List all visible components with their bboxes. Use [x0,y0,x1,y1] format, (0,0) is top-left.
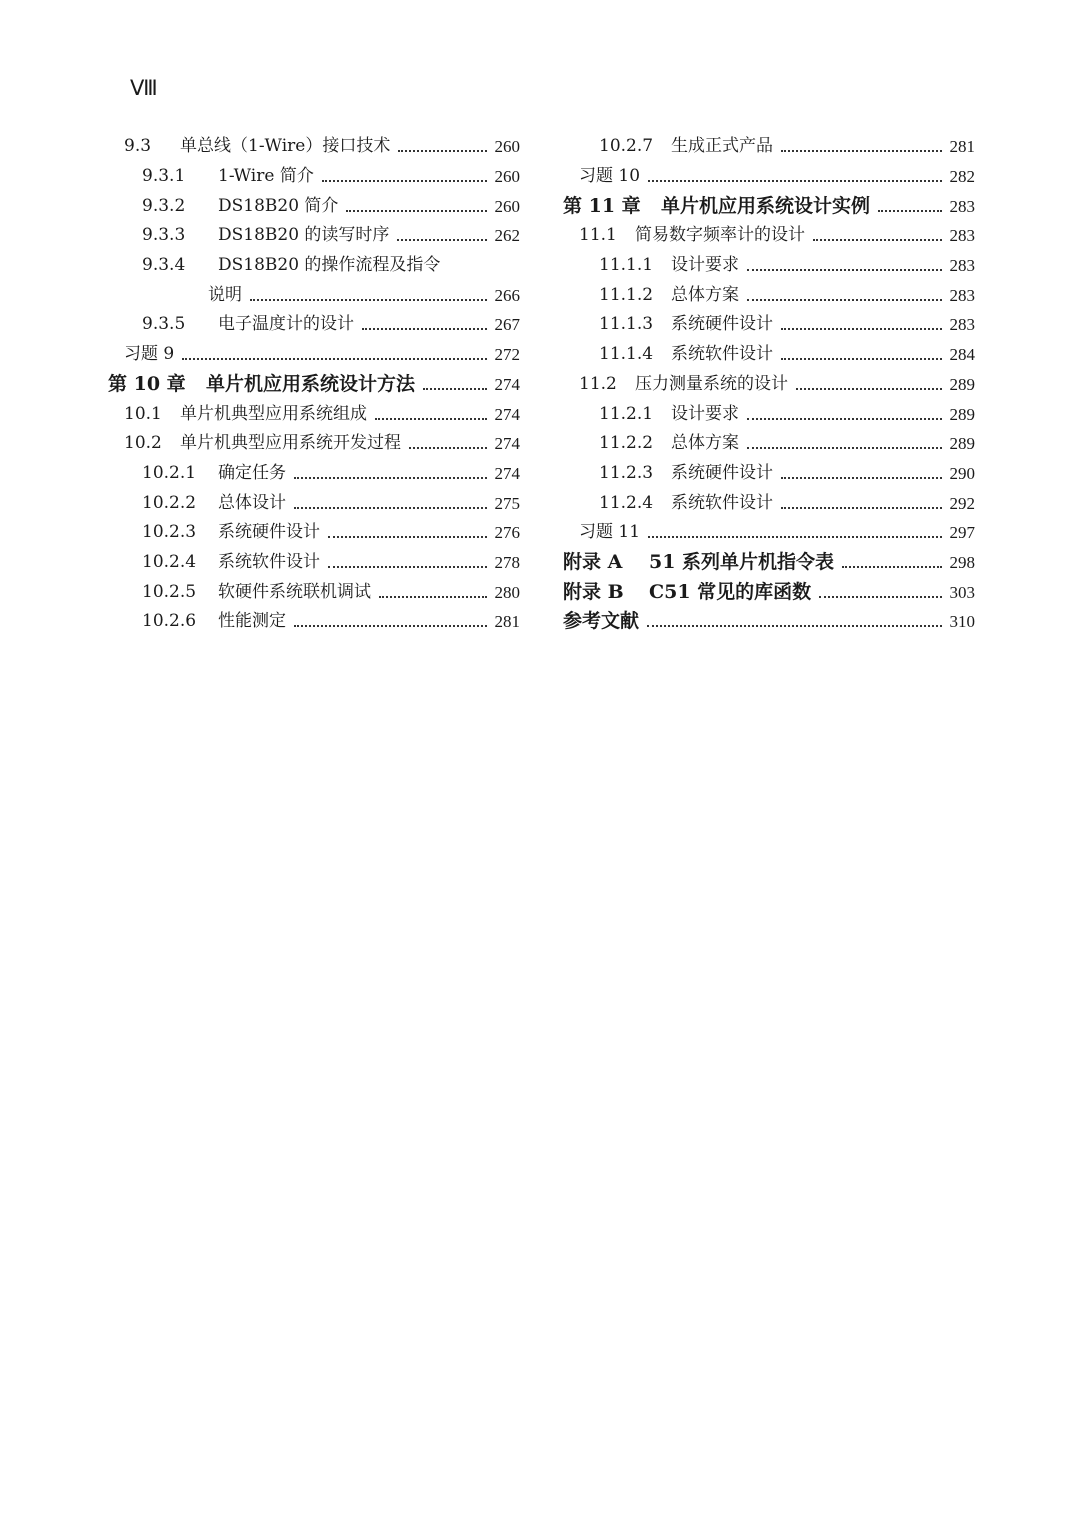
dot-leader [781,147,942,152]
dot-leader [747,415,942,420]
entry-title: 习题 10 [579,166,641,187]
entry-page: 289 [949,434,975,454]
dot-leader [294,474,487,479]
entry-page: 266 [494,285,520,305]
toc-entry-10-2-7[interactable] [563,132,975,162]
toc-entry-chapter-10[interactable] [108,370,520,400]
entry-number: 11.2.2 [599,433,654,454]
toc-entry-9-3-4[interactable] [108,251,520,281]
dot-leader [379,593,487,598]
toc-entry-11-2-2[interactable] [563,429,975,459]
toc-entry-11-2-1[interactable] [563,399,975,429]
toc-entry-exercise-10[interactable] [563,162,975,192]
entry-title: 简易数字频率计的设计 [635,225,805,246]
entry-title: 设计要求 [671,403,739,424]
toc-entry-appendix-a[interactable] [563,548,975,578]
dot-leader [781,504,942,509]
entry-number: 10.2.1 [142,462,197,483]
dot-leader [819,593,941,598]
entry-number: 11.2.3 [599,462,654,483]
toc-entry-11-2[interactable] [563,370,975,400]
entry-number: 10.2.7 [599,136,654,157]
entry-number: 11.1.4 [599,344,654,365]
entry-page: 282 [949,167,975,187]
entry-page: 260 [494,196,520,216]
toc-entry-9-3-5[interactable] [108,310,520,340]
entry-page: 283 [949,226,975,246]
toc-entry-10-2-6[interactable] [108,607,520,637]
entry-page: 281 [949,137,975,157]
toc-entry-exercise-11[interactable] [563,518,975,548]
entry-page: 278 [494,552,520,572]
entry-number: 11.1.3 [599,314,654,335]
dot-leader [182,355,486,360]
entry-page: 290 [949,463,975,483]
dot-leader [322,177,487,182]
entry-number: 11.2 [579,373,617,394]
entry-page: 274 [494,434,520,454]
entry-number: 11.2.4 [599,492,654,513]
entry-page: 283 [949,285,975,305]
entry-number: 9.3.4 [142,255,186,276]
entry-title: 生成正式产品 [671,136,773,157]
entry-page: 297 [949,523,975,543]
page-number: Ⅷ [130,76,157,100]
toc-entry-references[interactable] [563,607,975,637]
entry-page: 274 [494,374,520,394]
dot-leader [294,622,487,627]
entry-number: 10.2.4 [142,551,197,572]
toc-entry-9-3[interactable] [108,132,520,162]
entry-page: 272 [494,345,520,365]
entry-number: 11.1.1 [599,255,654,276]
dot-leader [781,325,942,330]
entry-title: 确定任务 [218,462,286,483]
entry-title: 51 系列单片机指令表 [649,550,835,573]
toc-entry-10-2[interactable] [108,429,520,459]
entry-number: 第 11 章 [563,194,641,217]
toc-right-column [563,132,975,637]
entry-page: 262 [494,226,520,246]
dot-leader [648,533,941,538]
dot-leader [375,415,487,420]
entry-title: 设计要求 [671,255,739,276]
entry-page: 283 [949,256,975,276]
entry-number: 10.2 [124,433,162,454]
entry-title: 系统硬件设计 [671,314,773,335]
entry-page: 276 [494,523,520,543]
entry-page: 260 [494,167,520,187]
toc-entry-11-2-4[interactable] [563,488,975,518]
dot-leader [328,563,487,568]
entry-page: 274 [494,463,520,483]
entry-page: 310 [949,612,975,632]
entry-title: 系统软件设计 [671,344,773,365]
entry-number: 10.2.3 [142,522,197,543]
entry-number: 10.1 [124,403,162,424]
entry-page: 260 [494,137,520,157]
entry-title: 单总线（1-Wire）接口技术 [180,136,391,157]
entry-number: 11.1 [579,225,617,246]
entry-number: 9.3.3 [142,225,186,246]
dot-leader [397,236,486,241]
entry-title: C51 常见的库函数 [649,580,812,603]
entry-page: 274 [494,404,520,424]
dot-leader [796,385,942,390]
entry-title: 电子温度计的设计 [218,314,354,335]
entry-number: 11.2.1 [599,403,654,424]
toc-entry-11-1[interactable] [563,221,975,251]
entry-title: 习题 11 [579,522,641,543]
dot-leader [398,147,486,152]
toc-entry-11-1-1[interactable] [563,251,975,281]
entry-title: 习题 9 [124,344,175,365]
dot-leader [747,266,942,271]
dot-leader [647,622,941,627]
entry-page: 284 [949,345,975,365]
entry-title: 单片机应用系统设计实例 [661,194,871,217]
dot-leader [813,236,942,241]
entry-title: DS18B20 简介 [218,195,339,216]
entry-page: 283 [949,196,975,216]
entry-title: 总体方案 [671,284,739,305]
toc-entry-11-1-2[interactable] [563,280,975,310]
entry-page: 303 [949,582,975,602]
entry-number: 附录 B [563,580,624,603]
dot-leader [409,444,487,449]
toc-entry-9-3-1[interactable] [108,162,520,192]
entry-title: 系统硬件设计 [671,462,773,483]
entry-number: 9.3 [124,136,152,157]
entry-page: 289 [949,374,975,394]
entry-page: 283 [949,315,975,335]
entry-title: 单片机典型应用系统开发过程 [180,433,401,454]
entry-page: 280 [494,582,520,602]
entry-number: 10.2.6 [142,611,197,632]
toc-entry-11-1-4[interactable] [563,340,975,370]
entry-title: 单片机典型应用系统组成 [180,403,367,424]
entry-title: 系统硬件设计 [218,522,320,543]
entry-page: 298 [949,552,975,572]
entry-title: 1-Wire 简介 [218,166,314,187]
toc-entry-10-2-4[interactable] [108,548,520,578]
dot-leader [781,355,942,360]
dot-leader [362,325,487,330]
entry-page: 275 [494,493,520,513]
dot-leader [250,296,487,301]
dot-leader [328,533,487,538]
toc-left-column [108,132,520,637]
toc-entry-10-2-2[interactable] [108,488,520,518]
dot-leader [648,177,941,182]
entry-number: 10.2.5 [142,581,197,602]
entry-number: 9.3.1 [142,166,186,187]
entry-number: 9.3.5 [142,314,186,335]
toc-entry-11-1-3[interactable] [563,310,975,340]
entry-title: 总体方案 [671,433,739,454]
entry-title: 参考文献 [563,610,640,633]
entry-title: DS18B20 的操作流程及指令 [218,255,441,276]
dot-leader [842,563,941,568]
toc-entry-chapter-11[interactable] [563,191,975,221]
entry-page: 281 [494,612,520,632]
entry-number: 11.1.2 [599,284,654,305]
entry-number: 10.2.2 [142,492,197,513]
entry-title: 说明 [208,284,242,305]
toc-entry-10-1[interactable] [108,399,520,429]
entry-title: 性能测定 [218,611,286,632]
toc-entry-9-3-3[interactable] [108,221,520,251]
entry-title: DS18B20 的读写时序 [218,225,390,246]
dot-leader [294,504,487,509]
toc-entry-appendix-b[interactable] [563,577,975,607]
dot-leader [747,444,942,449]
toc-entry-10-2-5[interactable] [108,577,520,607]
entry-title: 总体设计 [218,492,286,513]
toc-entry-10-2-3[interactable] [108,518,520,548]
toc-entry-9-3-2[interactable] [108,191,520,221]
entry-page: 292 [949,493,975,513]
entry-number: 附录 A [563,550,623,573]
dot-leader [747,296,942,301]
entry-title: 软硬件系统联机调试 [218,581,371,602]
entry-title: 系统软件设计 [218,551,320,572]
toc-entry-11-2-3[interactable] [563,459,975,489]
toc-entry-10-2-1[interactable] [108,459,520,489]
entry-number: 第 10 章 [108,372,186,395]
entry-number: 9.3.2 [142,195,186,216]
dot-leader [423,385,486,390]
entry-page: 289 [949,404,975,424]
dot-leader [781,474,942,479]
entry-title: 单片机应用系统设计方法 [206,372,416,395]
dot-leader [878,207,941,212]
entry-page: 267 [494,315,520,335]
toc-entry-9-3-4-continued[interactable] [108,280,520,310]
dot-leader [346,207,486,212]
entry-title: 系统软件设计 [671,492,773,513]
entry-title: 压力测量系统的设计 [635,373,788,394]
toc-entry-exercise-9[interactable] [108,340,520,370]
